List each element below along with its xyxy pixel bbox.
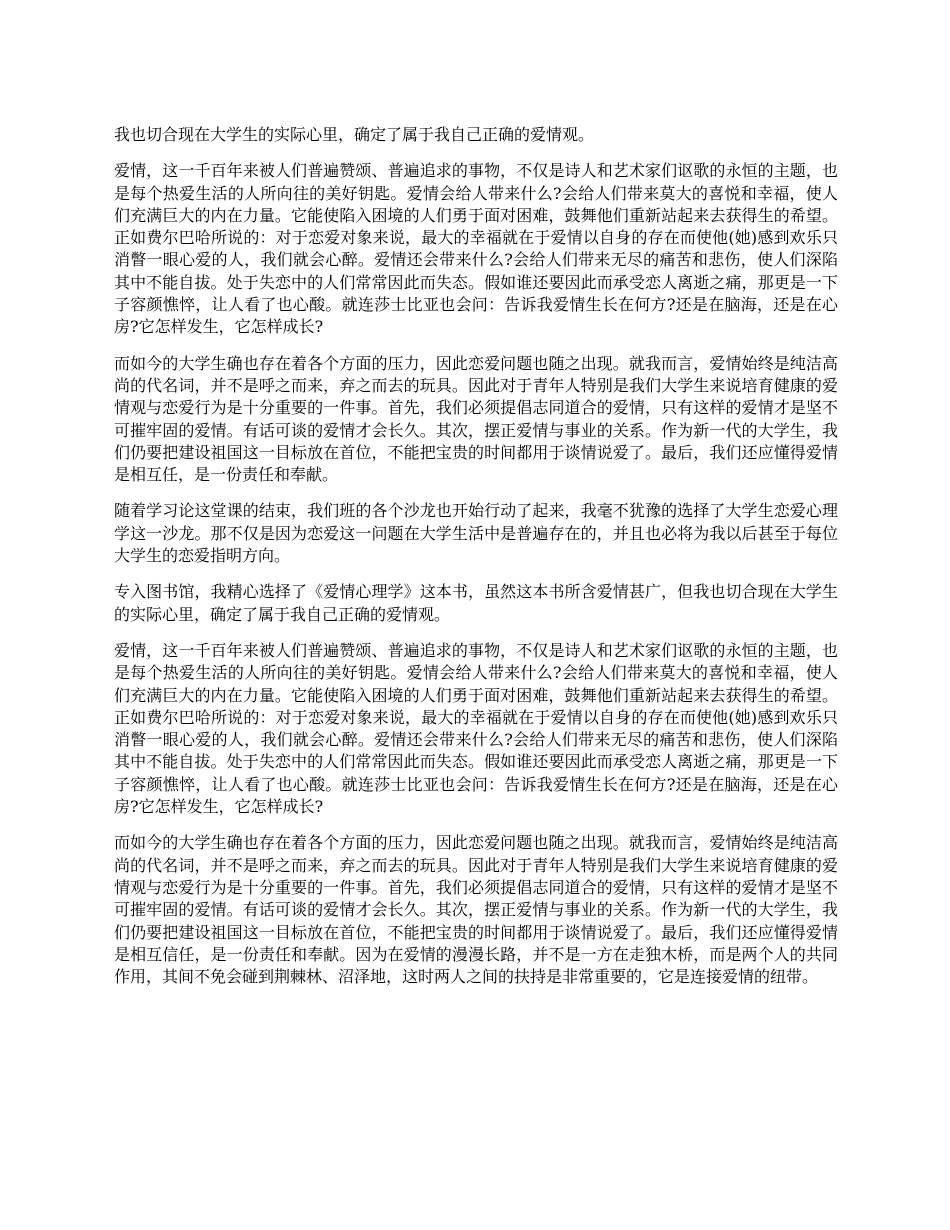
paragraph-2: 爱情，这一千百年来被人们普遍赞颂、普遍追求的事物，不仅是诗人和艺术家们讴歌的永恒的主题，也是每个热爱生活的人所向往的美好钥匙。爱情会给人带来什么?会给人们带来莫大的喜悦和幸福，使人们充满巨大的内在力量。它能使陷入困境的人们勇于面对困难，鼓舞他们重新站起来去获得生的希望。正如费尔巴哈所说的：对于恋爱对象来说，最大的幸福就在于爱情以自身的存在而使他(她)感到欢乐只消瞥一眼心爱的人，我们就会心醉。爱情还会带来什么?会给人们带来无尽的痛苦和悲伤，使人们深陷其中不能自拔。处于失恋中的人们常常因此而失态。假如谁还要因此而承受恋人离逝之痛，那更是一下子容颜憔悴，让人看了也心酸。就连莎士比亚也会问：告诉我爱情生长在何方?还是在脑海，还是在心房?它怎样发生，它怎样成长? (114, 161, 838, 337)
paragraph-4: 随着学习论这堂课的结束，我们班的各个沙龙也开始行动了起来，我毫不犹豫的选择了大学生恋爱心理学这一沙龙。那不仅是因为恋爱这一问题在大学生活中是普遍存在的，并且也必将为我以后甚至于每位大学生的恋爱指明方向。 (114, 501, 838, 566)
document-body (114, 124, 838, 1002)
paragraph-3: 而如今的大学生确也存在着各个方面的压力，因此恋爱问题也随之出现。就我而言，爱情始终是纯洁高尚的代名词，并不是呼之而来，弃之而去的玩具。因此对于青年人特别是我们大学生来说培育健康的爱情观与恋爱行为是十分重要的一件事。首先，我们必须提倡志同道合的爱情，只有这样的爱情才是坚不可摧牢固的爱情。有话可谈的爱情才会长久。其次，摆正爱情与事业的关系。作为新一代的大学生，我们仍要把建设祖国这一目标放在首位，不能把宝贵的时间都用于谈情说爱了。最后，我们还应懂得爱情是相互任，是一份责任和奉献。 (114, 353, 838, 485)
paragraph-7: 而如今的大学生确也存在着各个方面的压力，因此恋爱问题也随之出现。就我而言，爱情始终是纯洁高尚的代名词，并不是呼之而来，弃之而去的玩具。因此对于青年人特别是我们大学生来说培育健康的爱情观与恋爱行为是十分重要的一件事。首先，我们必须提倡志同道合的爱情，只有这样的爱情才是坚不可摧牢固的爱情。有话可谈的爱情才会长久。其次，摆正爱情与事业的关系。作为新一代的大学生，我们仍要把建设祖国这一目标放在首位，不能把宝贵的时间都用于谈情说爱了。最后，我们还应懂得爱情是相互信任，是一份责任和奉献。因为在爱情的漫漫长路，并不是一方在走独木桥，而是两个人的共同作用，其间不免会碰到荆棘林、沼泽地，这时两人之间的扶持是非常重要的，它是连接爱情的纽带。 (114, 833, 838, 987)
paragraph-6: 爱情，这一千百年来被人们普遍赞颂、普遍追求的事物，不仅是诗人和艺术家们讴歌的永恒的主题，也是每个热爱生活的人所向往的美好钥匙。爱情会给人带来什么?会给人们带来莫大的喜悦和幸福，使人们充满巨大的内在力量。它能使陷入困境的人们勇于面对困难，鼓舞他们重新站起来去获得生的希望。正如费尔巴哈所说的：对于恋爱对象来说，最大的幸福就在于爱情以自身的存在而使他(她)感到欢乐只消瞥一眼心爱的人，我们就会心醉。爱情还会带来什么?会给人们带来无尽的痛苦和悲伤，使人们深陷其中不能自拔。处于失恋中的人们常常因此而失态。假如谁还要因此而承受恋人离逝之痛，那更是一下子容颜憔悴，让人看了也心酸。就连莎士比亚也会问：告诉我爱情生长在何方?还是在脑海，还是在心房?它怎样发生，它怎样成长? (114, 640, 838, 817)
paragraph-5: 专入图书馆，我精心选择了《爱情心理学》这本书，虽然这本书所含爱情甚广，但我也切合现在大学生的实际心里，确定了属于我自己正确的爱情观。 (114, 582, 838, 624)
paragraph-1: 我也切合现在大学生的实际心里，确定了属于我自己正确的爱情观。 (114, 125, 595, 144)
